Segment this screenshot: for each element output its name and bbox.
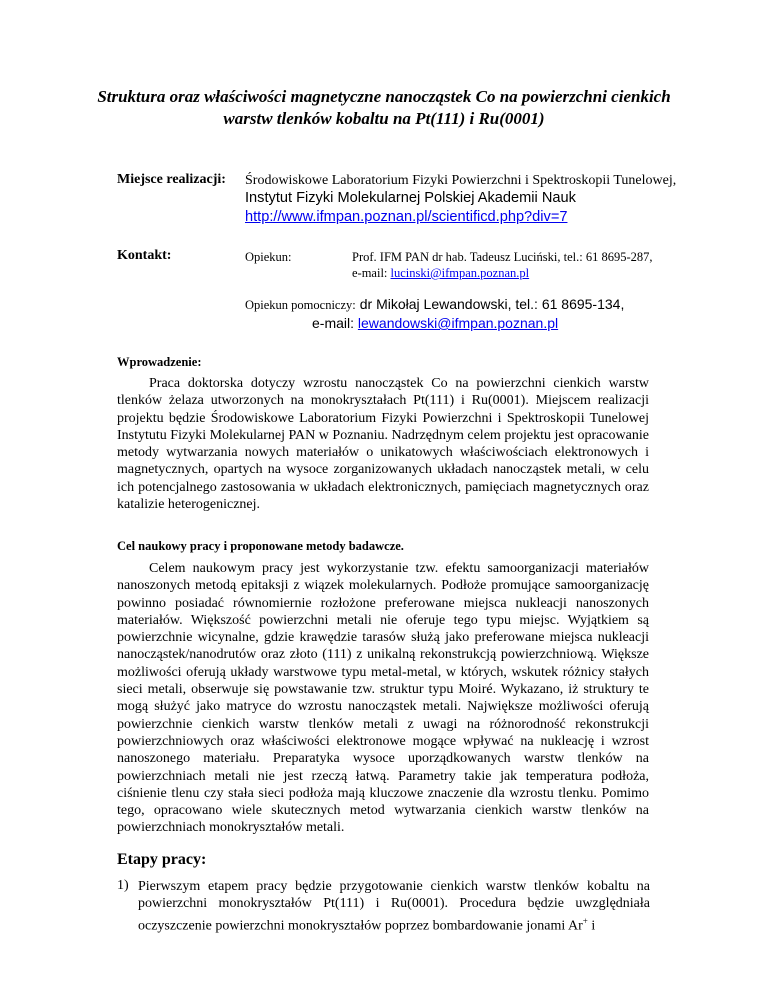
title-line-1: Struktura oraz właściwości magnetyczne nanocząstek Co na powierzchni cienkich [97, 87, 671, 106]
opiekun-email-line [352, 265, 529, 281]
wprowadzenie-heading: Wprowadzenie: [117, 355, 202, 369]
opiekun-email-prefix: e-mail: [352, 266, 391, 280]
etapy-item-1-number: 1) [117, 878, 129, 893]
cel-heading: Cel naukowy pracy i proponowane metody badawcze. [117, 539, 404, 553]
opiekun-label: Opiekun: [245, 250, 292, 264]
etapy-item-1-text [138, 878, 650, 935]
etapy-item-1-sup: + [582, 915, 588, 926]
miejsce-url-link[interactable]: http://www.ifmpan.poznan.pl/scientificd.php?div=7 [245, 209, 568, 225]
pomocniczy-email-prefix: e-mail: [312, 315, 358, 331]
pomocniczy-email-link[interactable]: lewandowski@ifmpan.poznan.pl [357, 315, 559, 331]
etapy-heading: Etapy pracy: [117, 851, 207, 868]
pomocniczy-name: dr Mikołaj Lewandowski, tel.: 61 8695-134, [359, 296, 625, 312]
title-line-2: warstw tlenków kobaltu na Pt(111) i Ru(0001) [223, 109, 545, 128]
miejsce-label: Miejsce realizacji: [117, 172, 226, 187]
opiekun-name: Prof. IFM PAN dr hab. Tadeusz Luciński, tel.: 61 8695-287, [352, 250, 653, 264]
cel-paragraph: Celem naukowym pracy jest wykorzystanie tzw. efektu samoorganizacji materiałów nanoszonych metodą epitaksji z wiązek molekularnych. Podłoże promujące samoorganizację powinno posiadać równomiernie rozłożone preferowane miejsca nukleacji nanoszonych materiałów. Większość powierzchni metali nie oferuje tego typu miejsc. Wyjątkiem są powierzchnie wicynalne, gdzie krawędzie tarasów służą jako preferowane miejsca nukleacji nanocząstek/nanodrutów oraz złoto (111) z unikalną rekonstrukcją powierzchniową. Większe możliwości oferują układy warstwowe typu metal-metal, w których, wskutek różnicy stałych sieci metali, obserwuje się powstawanie tzw. struktur typu Moiré. Wykazano, iż struktury te mogą służyć jako matryce do wzrostu nanocząstek metali. Największe możliwości oferują powierzchnie cienkich warstw tlenków metali z uwagi na różnorodność rekonstrukcji powierzchniowych oraz właściwości elektronowe mogące wpływać na nukleację i wzrost nanoszonego materiału. Preparatyka wysoce uporządkowanych warstw tlenków na powierzchniach metali nie jest rzeczą łatwą. Parametry takie jak temperatura podłoża, ciśnienie tlenu czy stała sieci podłoża mają kluczowe znaczenie dla wzrostu tlenku. Pomimo tego, opracowano wiele skutecznych metod wytwarzania cienkich warstw tlenków na powierzchniach monokryształów metali. [117, 561, 649, 836]
etapy-item-1-tail: i [587, 918, 596, 934]
wprowadzenie-paragraph: Praca doktorska dotyczy wzrostu nanocząstek Co na powierzchni cienkich warstw tlenków żelaza utworzonych na monokryształach Pt(111) i Ru(0001). Miejscem realizacji projektu będzie Środowiskowe Laboratorium Fizyki Powierzchni i Spektroskopii Tunelowej Instytutu Fizyki Molekularnej PAN w Poznaniu. Nadrzędnym celem projektu jest opracowanie metody wytwarzania nowych materiałów o unikatowych właściwościach elektronowych i magnetycznych, opartych na wysoce zorganizowanych układach nanocząstek metali, w celu ich potencjalnego zastosowania w układach elektronicznych, pamięciach magnetycznych oraz katalizie heterogenicznej. [117, 376, 649, 513]
kontakt-label: Kontakt: [117, 248, 172, 263]
pomocniczy-label: Opiekun pomocniczy: [245, 298, 356, 312]
etapy-item-1-body: Pierwszym etapem pracy będzie przygotowanie cienkich warstw tlenków kobaltu na powierzchni monokryształów Pt(111) i Ru(0001). Procedura będzie uwzględniała oczyszczenie powierzchni monokryształów poprzez bombardowanie jonami Ar [138, 879, 650, 934]
miejsce-line-2: Instytut Fizyki Molekularnej Polskiej Akademii Nauk [245, 190, 576, 206]
pomocniczy-line [245, 296, 624, 314]
miejsce-line-1: Środowiskowe Laboratorium Fizyki Powierzchni i Spektroskopii Tunelowej, [245, 173, 677, 188]
opiekun-email-link[interactable]: lucinski@ifmpan.poznan.pl [390, 266, 530, 280]
document-title [80, 86, 688, 130]
pomocniczy-email-line [312, 315, 558, 331]
